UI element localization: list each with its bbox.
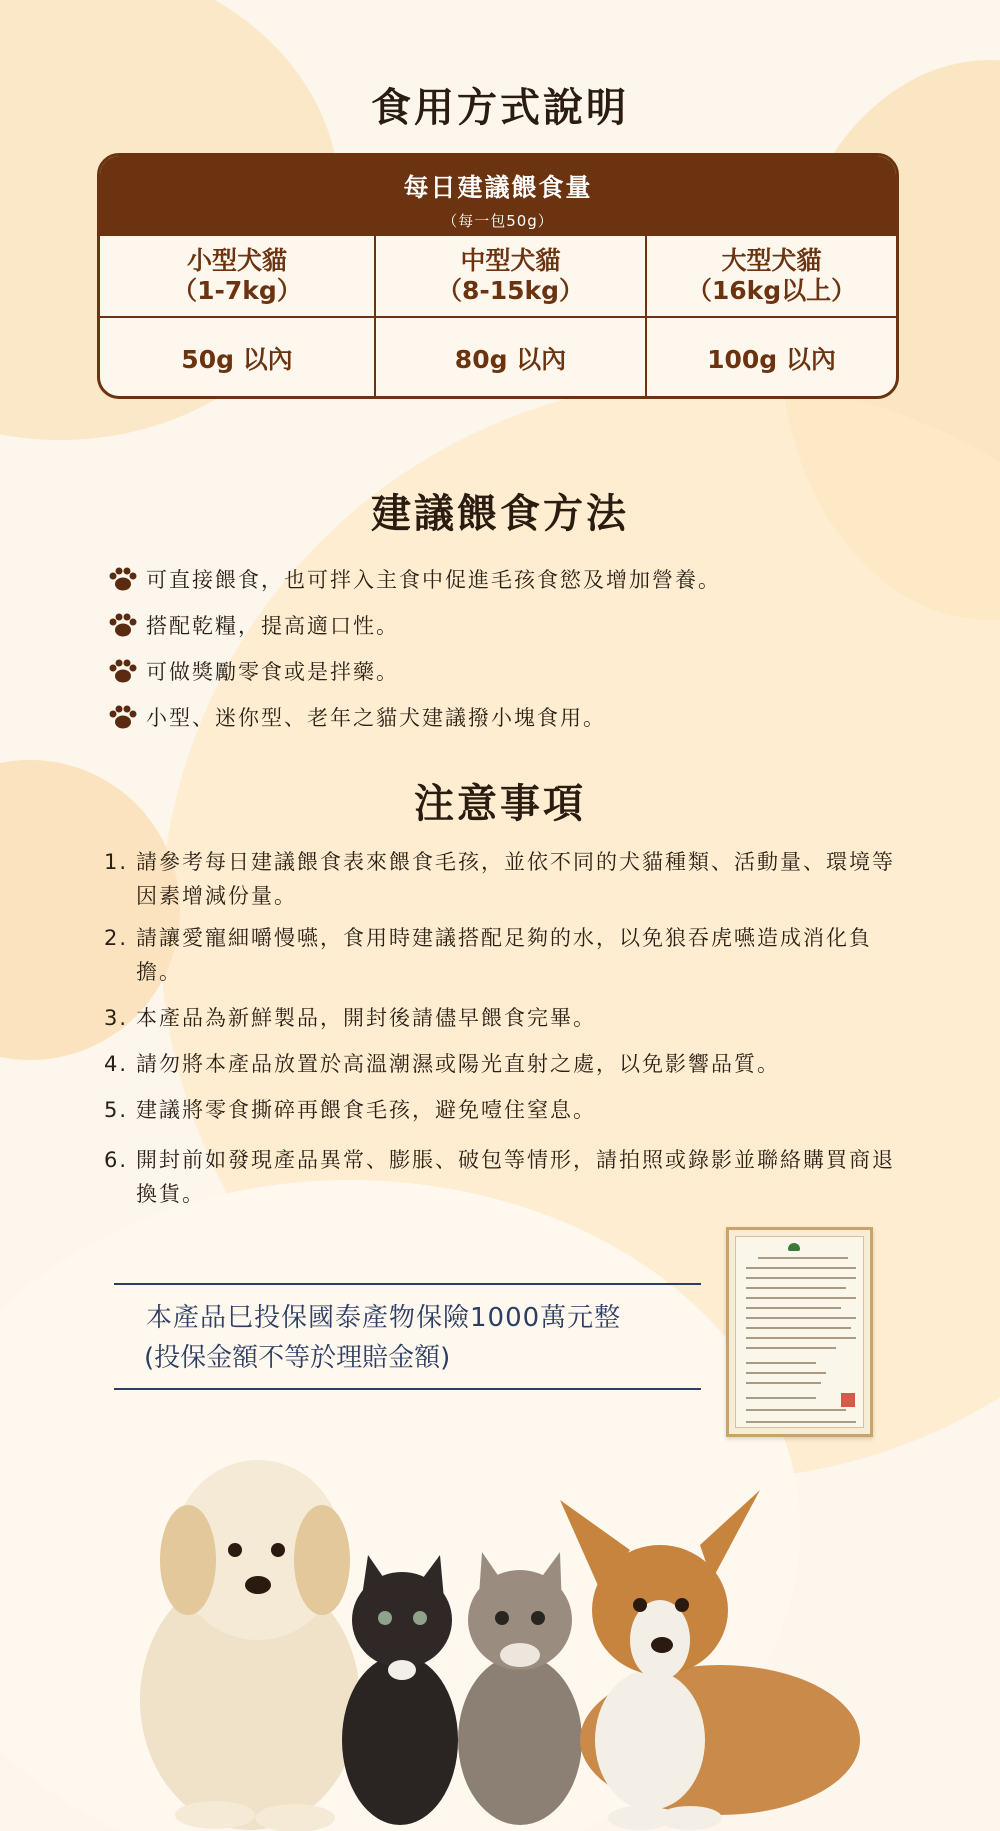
insurance-notice	[114, 1283, 701, 1390]
list-item: 小型、迷你型、老年之貓犬建議撥小塊食用。	[108, 694, 721, 740]
table-header	[100, 156, 896, 236]
puppy-illustration	[140, 1460, 360, 1831]
table-header-title: 每日建議餵食量	[403, 173, 593, 202]
black-kitten-illustration	[342, 1555, 458, 1825]
table-cell-amount-small: 50g 以內	[181, 345, 293, 374]
notes-title: 注意事項	[414, 781, 586, 827]
table-cell-amount-large: 100g 以內	[645, 318, 896, 398]
insurance-line-2: (投保金額不等於理賠金額)	[144, 1343, 451, 1373]
feeding-list	[108, 556, 721, 740]
pets-photo	[0, 1440, 1000, 1831]
list-item: 4. 請勿將本產品放置於高溫潮濕或陽光直射之處，以免影響品質。	[104, 1052, 780, 1076]
insurance-line-1: 本產品巳投保國泰產物保險1000萬元整	[146, 1303, 622, 1333]
table-cell-small: 小型犬貓 （1-7kg）	[172, 246, 302, 305]
paw-icon	[108, 704, 138, 730]
list-item: 1. 請參考每日建議餵食表來餵食毛孩，並依不同的犬貓種類、活動量、環境等因素增減份量。	[104, 850, 895, 908]
list-item: 5. 建議將零食撕碎再餵食毛孩，避免噎住窒息。	[104, 1098, 596, 1122]
list-item: 可做獎勵零食或是拌藥。	[108, 648, 721, 694]
tabby-kitten-illustration	[458, 1552, 582, 1825]
feeding-amount-table	[97, 153, 899, 399]
corgi-illustration	[560, 1490, 860, 1830]
paw-icon	[108, 566, 138, 592]
list-item: 可直接餵食，也可拌入主食中促進毛孩食慾及增加營養。	[108, 556, 721, 602]
table-row-categories	[100, 236, 896, 316]
table-row-amounts	[100, 316, 896, 398]
list-item: 6. 開封前如發現產品異常、膨脹、破包等情形，請拍照或錄影並聯絡購買商退換貨。	[104, 1148, 895, 1206]
table-cell-medium: 中型犬貓 （8-15kg）	[374, 236, 645, 316]
list-item: 3. 本產品為新鮮製品，開封後請儘早餵食完畢。	[104, 1006, 596, 1030]
table-header-sub: （每一包50g）	[442, 212, 554, 230]
table-cell-large: 大型犬貓 （16kg以上）	[645, 236, 896, 316]
paw-icon	[108, 658, 138, 684]
list-item: 2. 請讓愛寵細嚼慢嚥，食用時建議搭配足夠的水，以免狼吞虎嚥造成消化負擔。	[104, 926, 872, 984]
usage-title: 食用方式說明	[371, 85, 629, 131]
paw-icon	[108, 612, 138, 638]
insurance-certificate-image	[726, 1227, 873, 1437]
notes-list	[104, 845, 904, 1211]
feeding-title: 建議餵食方法	[371, 491, 629, 537]
list-item: 搭配乾糧，提高適口性。	[108, 602, 721, 648]
table-cell-amount-medium: 80g 以內	[374, 318, 645, 398]
